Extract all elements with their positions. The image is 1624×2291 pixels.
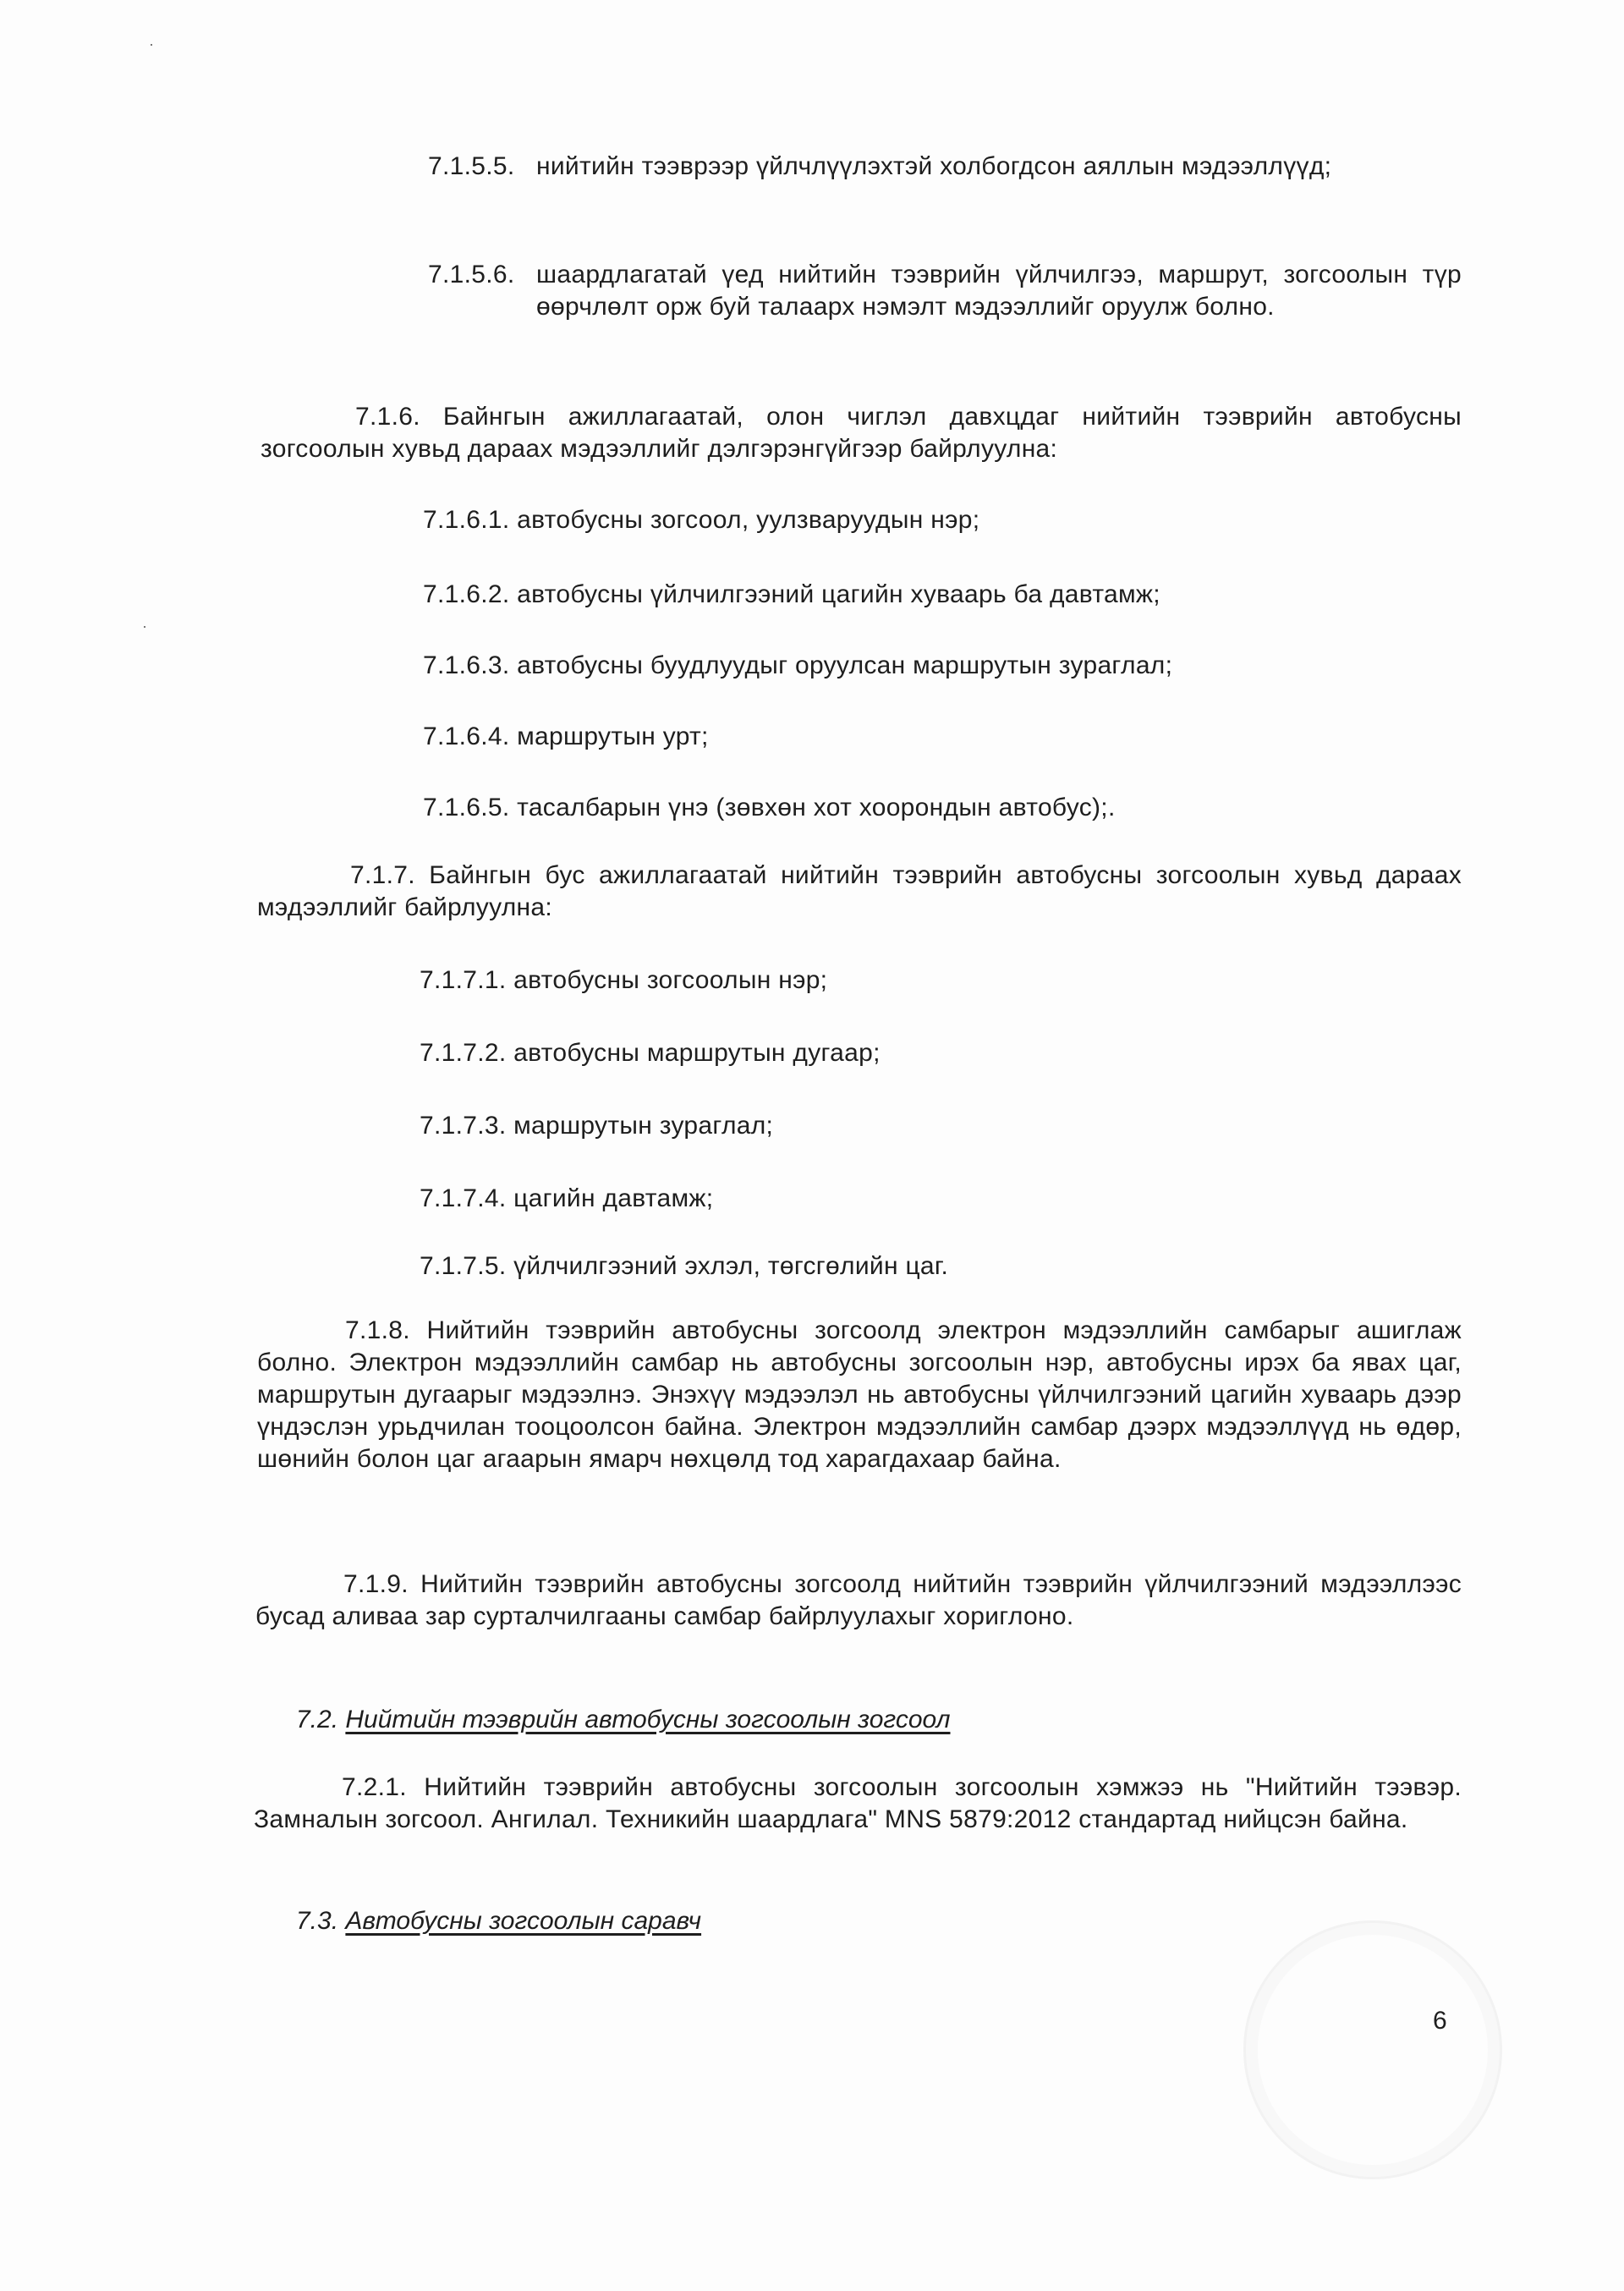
paragraph-7-1-7 <box>257 860 1462 924</box>
paragraph-text: 7.1.7. Байнгын бус ажиллагаатай нийтийн тээврийн автобусны зогсоолын хувьд дараах мэдээллийг байрлуулна: <box>257 861 1462 921</box>
section-heading-7-2 <box>296 1704 951 1736</box>
list-item-7-1-7-3: 7.1.7.3. маршрутын зураглал; <box>420 1112 774 1140</box>
heading-title: Нийтийн тээврийн автобусны зогсоолын зогсоол <box>345 1706 951 1733</box>
scan-speck <box>151 44 152 46</box>
list-item-7-1-6-1: 7.1.6.1. автобусны зогсоол, уулзваруудын нэр; <box>423 506 980 534</box>
list-item-7-1-7-2: 7.1.7.2. автобусны маршрутын дугаар; <box>420 1039 881 1067</box>
list-item-7-1-7-1: 7.1.7.1. автобусны зогсоолын нэр; <box>420 966 828 994</box>
faint-seal-stamp <box>1243 1920 1502 2179</box>
paragraph-text: 7.1.8. Нийтийн тээврийн автобусны зогсоолд электрон мэдээллийн самбарыг ашиглаж болно. Электрон мэдээллийн самбар нь автобусны зогсоолын нэр, автобусны ирэх ба явах цаг, маршрутын дугаарыг мэдээлнэ. Энэхүү мэдээлэл нь автобусны үйлчилгээний цагийн хуваарь дээр үндэслэн урьдчилан тооцоолсон байна. Электрон мэдээллийн самбар дээрх мэдээллүүд нь өдөр, шөнийн болон цаг агаарын ямарч нөхцөлд тод харагдахаар байна. <box>257 1316 1462 1473</box>
paragraph-text: 7.2.1. Нийтийн тээврийн автобусны зогсоолын зогсоолын хэмжээ нь "Нийтийн тээвэр. Замналын зогсоол. Ангилал. Техникийн шаардлага" MNS 5879:2012 стандартад нийцсэн байна. <box>254 1773 1462 1833</box>
item-number: 7.1.5.6. <box>428 261 515 288</box>
list-item-7-1-7-4: 7.1.7.4. цагийн давтамж; <box>420 1184 714 1212</box>
paragraph-7-2-1 <box>254 1772 1462 1836</box>
list-item-7-1-6-4: 7.1.6.4. маршрутын урт; <box>423 722 709 750</box>
page-number: 6 <box>1433 2007 1447 2035</box>
heading-title: Автобусны зогсоолын саравч <box>345 1907 702 1935</box>
heading-number: 7.3. <box>296 1907 339 1935</box>
list-item-7-1-7-5: 7.1.7.5. үйлчилгээний эхлэл, төгсгөлийн цаг. <box>420 1252 949 1280</box>
paragraph-text: 7.1.9. Нийтийн тээврийн автобусны зогсоолд нийтийн тээврийн үйлчилгээний мэдээллээс бусад аливаа зар сурталчилгааны самбар байрлуулахыг хориглоно. <box>255 1570 1462 1630</box>
heading-number: 7.2. <box>296 1706 339 1733</box>
list-item-7-1-6-5: 7.1.6.5. тасалбарын үнэ (зөвхөн хот хоорондын автобус);. <box>423 794 1116 821</box>
paragraph-7-1-6 <box>261 401 1462 465</box>
list-item-7-1-5-6 <box>428 259 1462 360</box>
section-heading-7-3 <box>296 1905 701 1937</box>
item-text: нийтийн тээврээр үйлчлүүлэхтэй холбогдсон аяллын мэдээллүүд; <box>536 152 1332 180</box>
item-number: 7.1.5.5. <box>428 152 515 180</box>
paragraph-7-1-9 <box>255 1569 1462 1633</box>
list-item-7-1-5-5 <box>428 151 1462 218</box>
list-item-7-1-6-3: 7.1.6.3. автобусны буудлуудыг оруулсан маршрутын зураглал; <box>423 651 1173 679</box>
scan-speck <box>144 626 145 628</box>
paragraph-7-1-8 <box>257 1315 1462 1475</box>
paragraph-text: 7.1.6. Байнгын ажиллагаатай, олон чиглэл давхцдаг нийтийн тээврийн автобусны зогсоолын хувьд дараах мэдээллийг дэлгэрэнгүйгээр байрлуулна: <box>261 403 1462 463</box>
item-text: шаардлагатай үед нийтийн тээврийн үйлчилгээ, маршрут, зогсоолын түр өөрчлөлт орж буй талаарх нэмэлт мэдээллийг оруулж болно. <box>536 261 1462 321</box>
list-item-7-1-6-2: 7.1.6.2. автобусны үйлчилгээний цагийн хуваарь ба давтамж; <box>423 580 1160 608</box>
